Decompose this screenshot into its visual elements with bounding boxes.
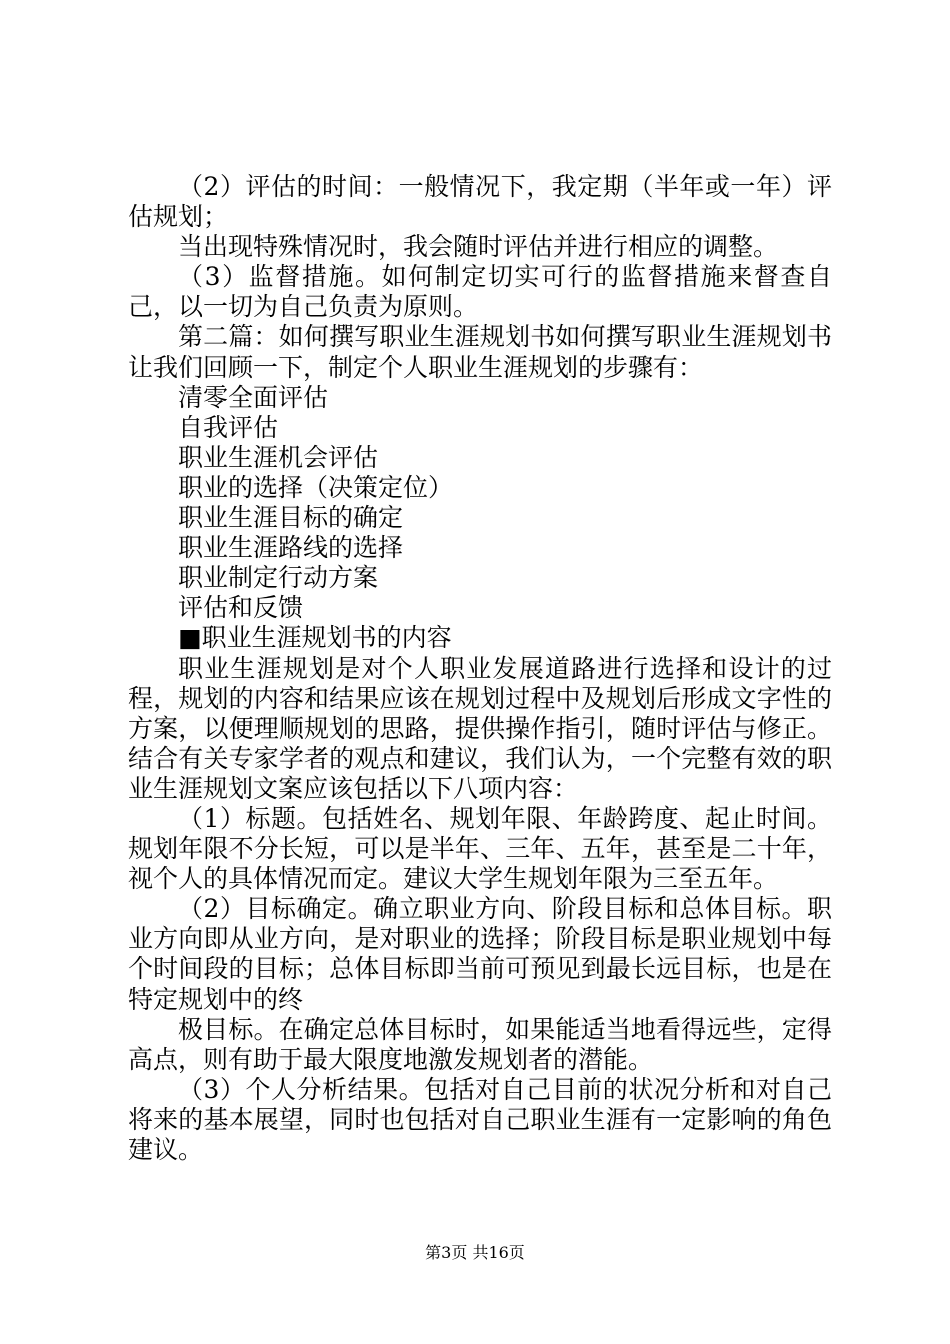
paragraph-chapter-two: 第二篇：如何撰写职业生涯规划书如何撰写职业生涯规划书让我们回顾一下，制定个人职业生涯规划的步骤有： <box>128 322 832 382</box>
list-item-step: 职业制定行动方案 <box>178 563 379 593</box>
paragraph-goal-item: （2）目标确定。确立职业方向、阶段目标和总体目标。职业方向即从业方向，是对职业的选择；阶段目标是职业规划中每个时间段的目标；总体目标即当前可预见到最长远目标，也是在特定规划中的终 <box>128 894 832 1014</box>
paragraph-definition: 职业生涯规划是对个人职业发展道路进行选择和设计的过程，规划的内容和结果应该在规划过程中及规划后形成文字性的方案，以便理顺规划的思路，提供操作指引，随时评估与修正。结合有关专家学者的观点和建议，我们认为，一个完整有效的职业生涯规划文案应该包括以下八项内容： <box>128 653 832 803</box>
paragraph-evaluation-time: （2）评估的时间：一般情况下，我定期（半年或一年）评估规划； <box>128 172 832 232</box>
list-item-step: 职业生涯路线的选择 <box>178 533 404 563</box>
paragraph-title-item: （1）标题。包括姓名、规划年限、年龄跨度、起止时间。规划年限不分长短，可以是半年、三年、五年，甚至是二十年，视个人的具体情况而定。建议大学生规划年限为三至五年。 <box>128 803 832 894</box>
list-item-step: 职业的选择（决策定位） <box>178 472 454 502</box>
list-item-step: 清零全面评估 <box>178 382 329 412</box>
list-item-step: 职业生涯目标的确定 <box>178 503 404 533</box>
document-body <box>128 172 832 1165</box>
list-item-step: 职业生涯机会评估 <box>178 442 379 472</box>
paragraph-analysis-item: （3）个人分析结果。包括对自己目前的状况分析和对自己将来的基本展望，同时也包括对自己职业生涯有一定影响的角色建议。 <box>128 1074 832 1164</box>
paragraph-supervision: （3）监督措施。如何制定切实可行的监督措施来督查自己，以一切为自己负责为原则。 <box>128 262 832 322</box>
list-item-step: 评估和反馈 <box>178 593 304 623</box>
paragraph-goal-continued: 极目标。在确定总体目标时，如果能适当地看得远些，定得高点，则有助于最大限度地激发规划者的潜能。 <box>128 1014 832 1074</box>
section-heading-contents: ■职业生涯规划书的内容 <box>178 623 452 653</box>
page-footer: 第3页 共16页 <box>425 1243 525 1262</box>
list-item-step: 自我评估 <box>178 412 279 442</box>
paragraph-special-cases: 当出现特殊情况时，我会随时评估并进行相应的调整。 <box>178 232 779 262</box>
